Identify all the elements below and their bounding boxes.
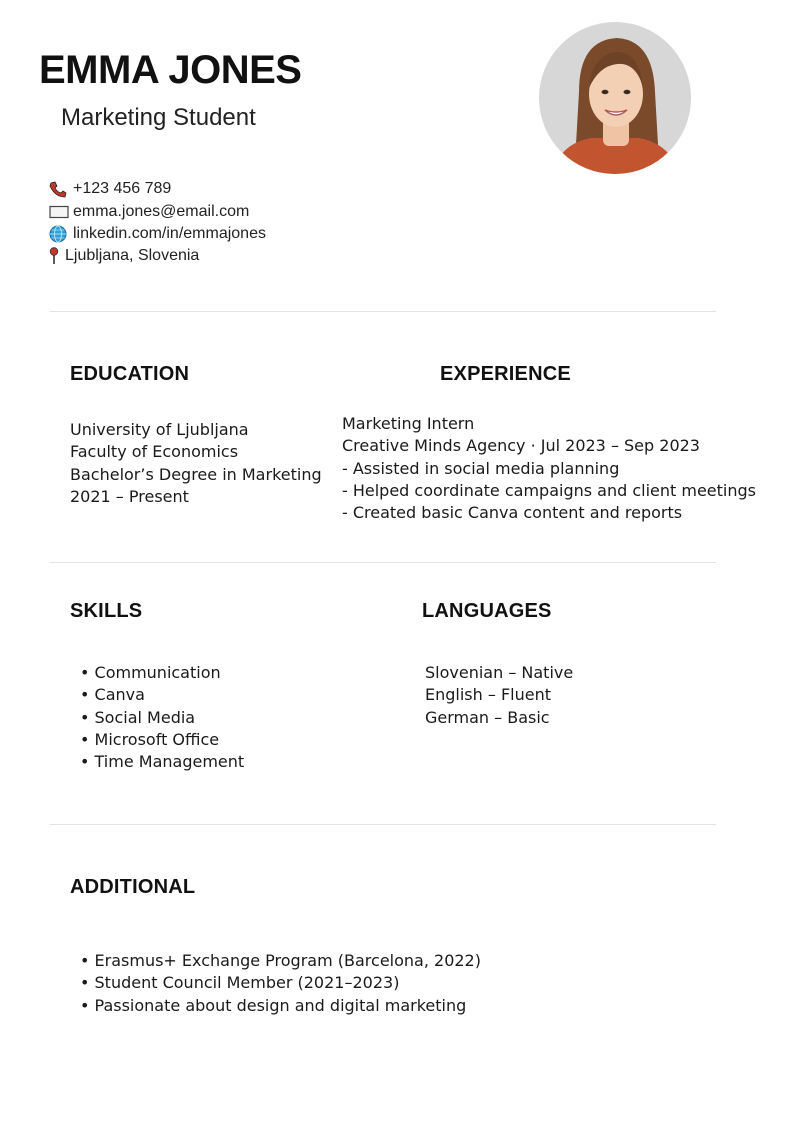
- skill-item: • Microsoft Office: [80, 729, 220, 749]
- phone-text: +123 456 789: [73, 180, 172, 198]
- divider: [50, 562, 716, 563]
- divider: [50, 824, 716, 825]
- skill-item: • Canva: [80, 685, 145, 705]
- additional-list: [80, 950, 481, 1017]
- candidate-title: Marketing Student: [61, 104, 256, 131]
- envelope-icon: [49, 203, 69, 221]
- contact-email: [49, 200, 266, 222]
- education-details: [70, 419, 322, 508]
- location-text: Ljubljana, Slovenia: [65, 247, 200, 265]
- education-line: 2021 – Present: [70, 486, 189, 506]
- experience-line: - Helped coordinate campaigns and client meetings: [342, 480, 756, 500]
- email-text: emma.jones@email.com: [73, 202, 250, 220]
- experience-line: - Assisted in social media planning: [342, 458, 620, 478]
- skill-item: • Communication: [80, 663, 221, 682]
- contact-linkedin: [49, 223, 266, 245]
- language-item: English – Fluent: [425, 685, 551, 705]
- language-item: Slovenian – Native: [425, 663, 574, 682]
- skill-item: • Social Media: [80, 707, 196, 727]
- globe-icon: [49, 225, 69, 243]
- skills-heading: SKILLS: [70, 600, 143, 622]
- language-item: German – Basic: [425, 707, 550, 727]
- languages-heading: LANGUAGES: [422, 600, 552, 622]
- contact-location: [49, 245, 266, 267]
- linkedin-text: linkedin.com/in/emmajones: [73, 224, 266, 242]
- profile-photo: [539, 22, 691, 174]
- additional-item: • Erasmus+ Exchange Program (Barcelona, 2022): [80, 951, 481, 970]
- experience-line: - Created basic Canva content and reports: [342, 503, 683, 523]
- map-pin-icon: [49, 247, 61, 265]
- experience-line: Marketing Intern: [342, 414, 475, 433]
- skill-item: • Time Management: [80, 752, 245, 772]
- additional-item: • Passionate about design and digital marketing: [80, 995, 467, 1015]
- skills-list: [80, 662, 244, 773]
- education-line: University of Ljubljana: [70, 420, 249, 439]
- phone-icon: [49, 180, 69, 198]
- experience-heading: EXPERIENCE: [440, 363, 571, 385]
- education-line: Bachelor’s Degree in Marketing: [70, 464, 322, 484]
- education-heading: EDUCATION: [70, 363, 190, 385]
- contact-phone: [49, 178, 266, 200]
- education-line: Faculty of Economics: [70, 442, 239, 462]
- candidate-name: EMMA JONES: [39, 48, 302, 92]
- languages-list: [425, 662, 573, 729]
- additional-heading: ADDITIONAL: [70, 876, 196, 898]
- experience-details: [342, 413, 756, 524]
- experience-line: Creative Minds Agency · Jul 2023 – Sep 2023: [342, 436, 700, 456]
- contact-list: [49, 178, 266, 268]
- divider: [50, 311, 716, 312]
- additional-item: • Student Council Member (2021–2023): [80, 973, 400, 993]
